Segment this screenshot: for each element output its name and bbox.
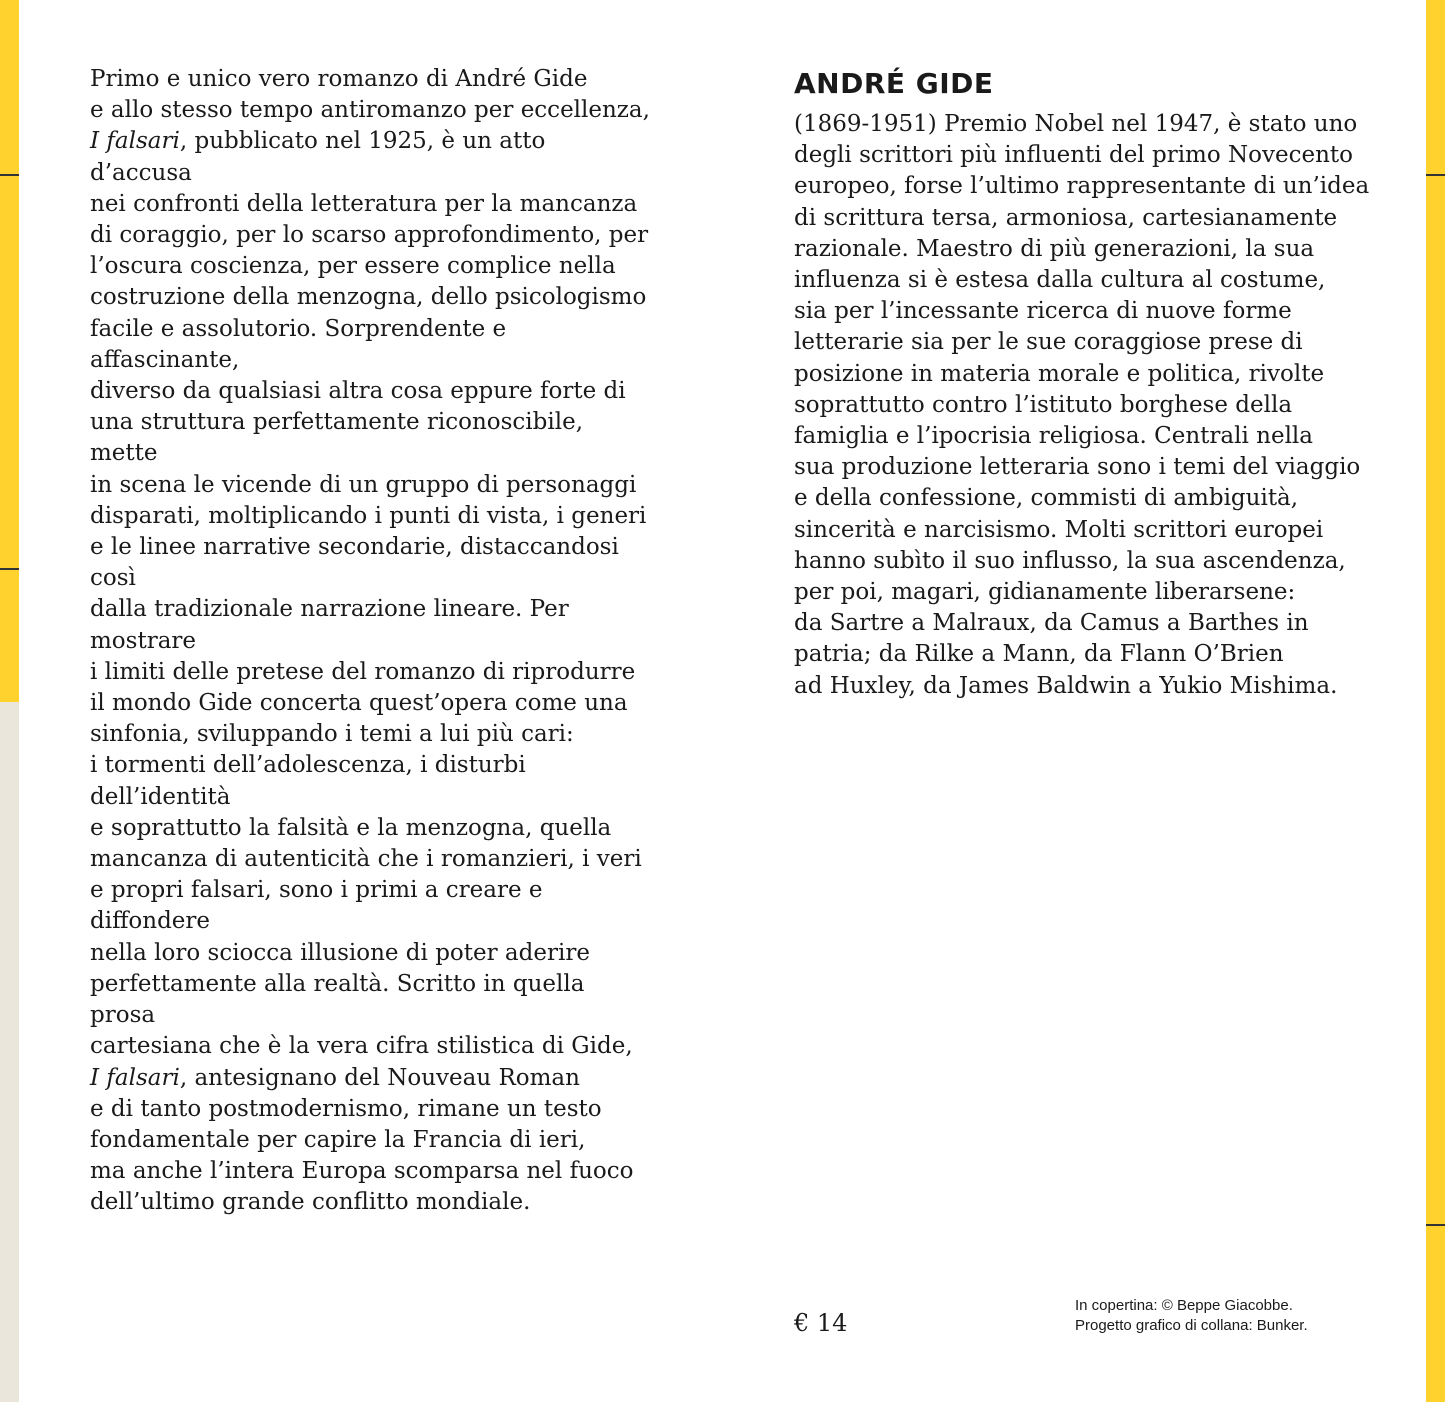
design-credit-line: Progetto grafico di collana: Bunker.	[1075, 1317, 1308, 1334]
description-text: , pubblicato nel 1925, è un atto d’accusa nei confronti della letteratura per la mancanza di coraggio, per lo scarso approfondimento, per l’oscura coscienza, per essere complice nella costruzione della menzogna, dello psicologismo facile e assolutorio. Sorprendente e affascinante, diverso da qualsiasi altra cosa eppure forte di una struttura perfettamente riconoscibile, mette in scena le vicende di un gruppo di personaggi disparati, moltiplicando i punti di vista, i generi e le linee narrative secondarie, distaccandosi così dalla tradizionale narrazione lineare. Per mostrare i limiti delle pretese del romanzo di riprodurre il mondo Gide concerta quest’opera come una sinfonia, sviluppando i temi a lui più cari: i tormenti dell’adolescenza, i disturbi dell’identità e soprattutto la falsità e la menzogna, quella mancanza di autenticità che i romanzieri, i veri e propri falsari, sono i primi a creare e diffondere nella loro sciocca illusione di poter aderire perfettamente alla realtà. Scritto in quella prosa cartesiana che è la vera cifra stilistica di Gide,	[90, 128, 649, 1060]
book-title: I falsari	[90, 128, 180, 155]
book-description	[90, 64, 650, 1219]
author-bio: (1869-1951) Premio Nobel nel 1947, è stato uno degli scrittori più influenti del primo Novecento europeo, forse l’ultimo rappresentante di un’idea di scrittura tersa, armoniosa, cartesianamente razionale. Maestro di più generazioni, la sua influenza si è estesa dalla cultura al costume, sia per l’incessante ricerca di nuove forme letterarie sia per le sue coraggiose prese di posizione in materia morale e politica, rivolte soprattutto contro l’istituto borghese della famiglia e l’ipocrisia religiosa. Centrali nella sua produzione letteraria sono i temi del viaggio e della confessione, commisti di ambiguità, sincerità e narcisismo. Molti scrittori europei hanno subìto il suo influsso, la sua ascendenza, per poi, magari, gidianamente liberarsene: da Sartre a Malraux, da Camus a Barthes in patria; da Rilke a Mann, da Flann O’Brien ad Huxley, da James Baldwin a Yukio Mishima.	[794, 111, 1370, 699]
description-text: , antesignano del Nouveau Roman e di tanto postmodernismo, rimane un testo fondamentale per capire la Francia di ieri, ma anche l’intera Europa scomparsa nel fuoco dell’ultimo grande conflitto mondiale.	[90, 1064, 634, 1216]
description-text: Primo e unico vero romanzo di André Gide e allo stesso tempo antiromanzo per eccellenza,	[90, 66, 650, 124]
left-yellow-edge	[0, 0, 19, 702]
left-crop-mark	[0, 174, 19, 176]
cover-credit-line: In copertina: © Beppe Giacobbe.	[1075, 1297, 1293, 1314]
left-crop-mark	[0, 568, 19, 570]
right-yellow-edge	[1426, 0, 1445, 1402]
price: € 14	[794, 1309, 848, 1337]
left-paper-edge	[0, 702, 19, 1402]
right-crop-mark	[1426, 174, 1445, 176]
book-title: I falsari	[90, 1064, 180, 1091]
right-crop-mark	[1426, 1224, 1445, 1226]
author-name: ANDRÉ GIDE	[794, 67, 994, 100]
cover-credits	[1075, 1296, 1308, 1336]
